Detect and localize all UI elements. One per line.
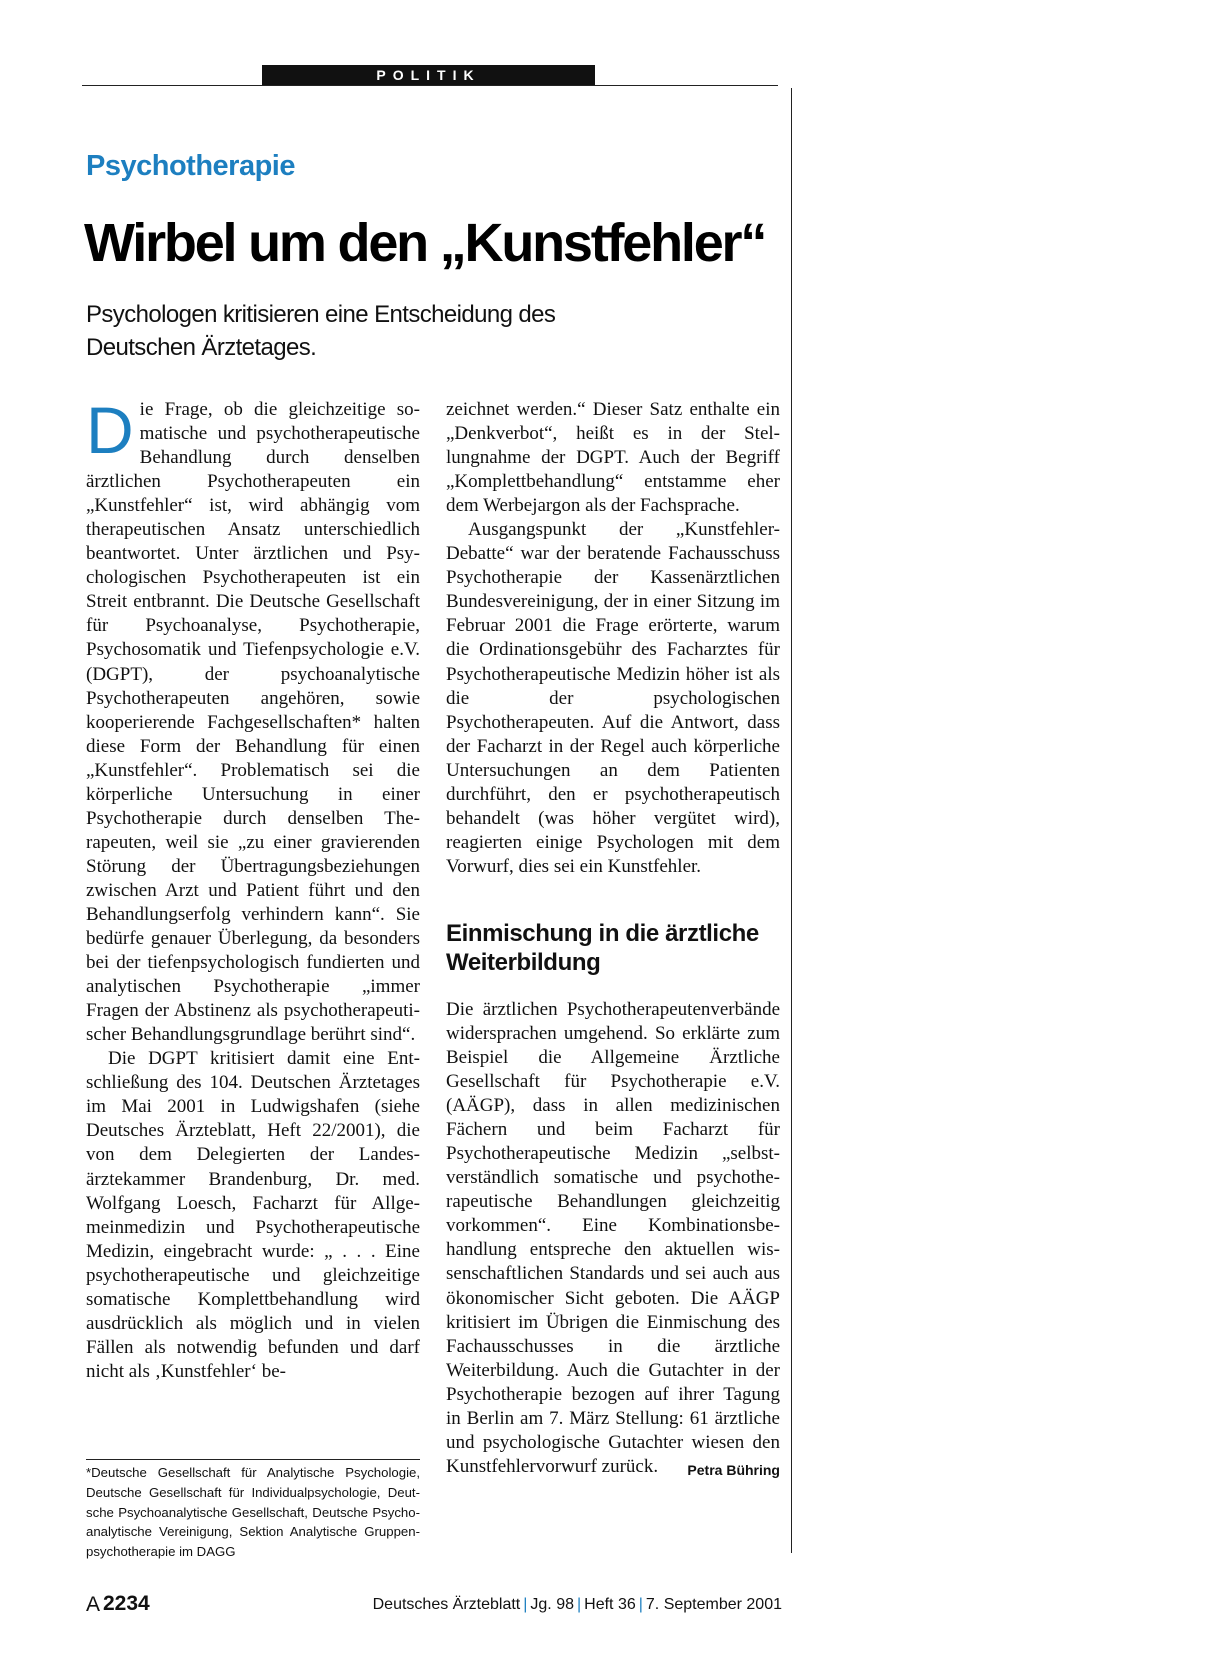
article-headline: Wirbel um den „Kunstfehler“ bbox=[84, 213, 766, 273]
body-paragraph bbox=[86, 393, 420, 1047]
body-paragraph: Ausgangspunkt der „Kunstfehler-Debatte“ war der beratende Fachausschuss Psychotherapie der Kassenärztlichen Bundesvereinigung, der in einer Sitzung im Februar 2001 die Frage erörterte, warum die Ordinationsgebühr des Facharztes für Psychotherapeutische Medizin höher ist als die der psychologischen Psychotherapeuten. Auf die Antwort, dass der Facharzt in der Regel auch körperliche Untersuchungen an dem Patienten durchführt, den er psychotherapeutisch behandelt (was höher vergütet wird), reagierten einige Psychologen mit dem Vorwurf, dies sei ein Kunstfehler. bbox=[446, 519, 780, 877]
article-kicker: Psychotherapie bbox=[86, 150, 295, 182]
separator: | bbox=[577, 1596, 582, 1613]
page-prefix: A bbox=[86, 1593, 101, 1616]
header-rule bbox=[82, 85, 778, 86]
issue-number: Heft 36 bbox=[584, 1596, 636, 1613]
text-column-right bbox=[446, 398, 780, 1482]
column-divider-rule bbox=[791, 88, 792, 1553]
drop-cap: D bbox=[86, 393, 134, 467]
body-paragraph: zeichnet werden.“ Dieser Satz enthalte ein „Denkverbot“, heißt es in der Stellungnahme der DGPT. Auch der Begriff „Komplettbehandlung“ entstamme eher dem Werbejargon als der Fachsprache. bbox=[446, 399, 780, 517]
paragraph-text: Die ärztlichen Psychotherapeutenverbände widersprachen umgehend. So erklärte zum Beispiel die Allgemeine Ärztliche Gesellschaft für Psychotherapie e.V. (AÄGP), dass in allen medizinischen Fächern und beim Facharzt für Psychotherapeutische Medizin „selbstverständlich somatische und psychotherapeutische Behandlungen gleichzeitig vorkommen“. Eine Kombinationsbehandlung entspreche den aktuellen wissenschaftlichen Standards und sei auch aus ökonomischer Sicht geboten. Die AÄGP kritisiert im Übrigen die Einmischung des Fachausschusses in die ärztliche Weiterbildung. Auch die Gutachter in der Psychotherapie bezogen auf ihrer Tagung in Berlin am 7. März Stellung: 61 ärztliche und psychologische Gutachter wiesen den Kunstfehlervorwurf zurück. bbox=[446, 998, 780, 1477]
separator: | bbox=[523, 1596, 528, 1613]
body-paragraph: Die DGPT kritisiert damit eine Entschließung des 104. Deutschen Ärztetages im Mai 2001 in Ludwigshafen (siehe Deutsches Ärzteblatt, Heft 22/2001), die von dem Delegierten der Landesärztekammer Brandenburg, Dr. med. Wolfgang Loesch, Facharzt für Allgemeinmedizin und Psychotherapeutische Medizin, eingebracht wurde: „ . . . Eine psychotherapeutische und gleichzeitige somatische Komplettbehandlung wird ausdrücklich als möglich und in vielen Fällen als notwendig befunden und darf nicht als ‚Kunstfehler‘ be- bbox=[86, 1048, 420, 1382]
footnote: *Deutsche Gesellschaft für Analytische Psychologie, Deutsche Gesellschaft für Individualpsychologie, Deutsche Psychoanalytische Gesellschaft, Deutsche Psychoanalytische Vereinigung, Sektion Analytische Gruppenpsychotherapie im DAGG bbox=[86, 1465, 420, 1560]
section-rubric: POLITIK bbox=[262, 65, 595, 85]
body-paragraph bbox=[446, 998, 780, 1479]
text-column-left bbox=[86, 393, 420, 1384]
author-byline: Petra Bühring bbox=[687, 1461, 780, 1478]
page-number: 2234 bbox=[103, 1592, 150, 1615]
issue-date: 7. September 2001 bbox=[645, 1596, 782, 1613]
issue-info bbox=[373, 1596, 782, 1614]
footnote-rule bbox=[86, 1459, 420, 1460]
separator: | bbox=[638, 1596, 643, 1613]
article-subtitle: Psychologen kritisieren eine Entscheidung des Deutschen Ärztetages. bbox=[86, 301, 556, 361]
volume: Jg. 98 bbox=[530, 1596, 574, 1613]
page-footer bbox=[86, 1593, 782, 1619]
paragraph-text: ie Frage, ob die gleichzeitige somatische und psychotherapeutische Behandlung durch denselben ärztlichen Psychotherapeuten ein „Kunstfehler“ ist, wird abhängig vom therapeutischen Ansatz unterschiedlich beantwortet. Unter ärztlichen und Psychologischen Psychotherapeuten ist ein Streit entbrannt. Die Deutsche Gesellschaft für Psychoanalyse, Psychotherapie, Psychosomatik und Tiefenpsychologie e.V. (DGPT), der psychoanalytische Psychotherapeuten angehören, sowie kooperierende Fachgesellschaften* halten diese Form der Behandlung für einen „Kunstfehler“. Problematisch sei die körperliche Untersuchung in einer Psychotherapie durch denselben Therapeuten, weil sie „zu einer gravierenden Störung der Übertragungsbeziehungen zwischen Arzt und Patient führt und den Behandlungserfolg verhindern kann“. Sie bedürfe genauer Überlegung, da besonders bei der tiefenpsychologisch fundierten und analytischen Psychotherapie „immer Fragen der Abstinenz als psychotherapeutischer Behandlungsgrundlage berührt sind“. bbox=[86, 399, 420, 1046]
section-subheading: Einmischung in die ärztliche Weiterbildung bbox=[446, 919, 759, 976]
journal-name: Deutsches Ärzteblatt bbox=[372, 1596, 521, 1613]
